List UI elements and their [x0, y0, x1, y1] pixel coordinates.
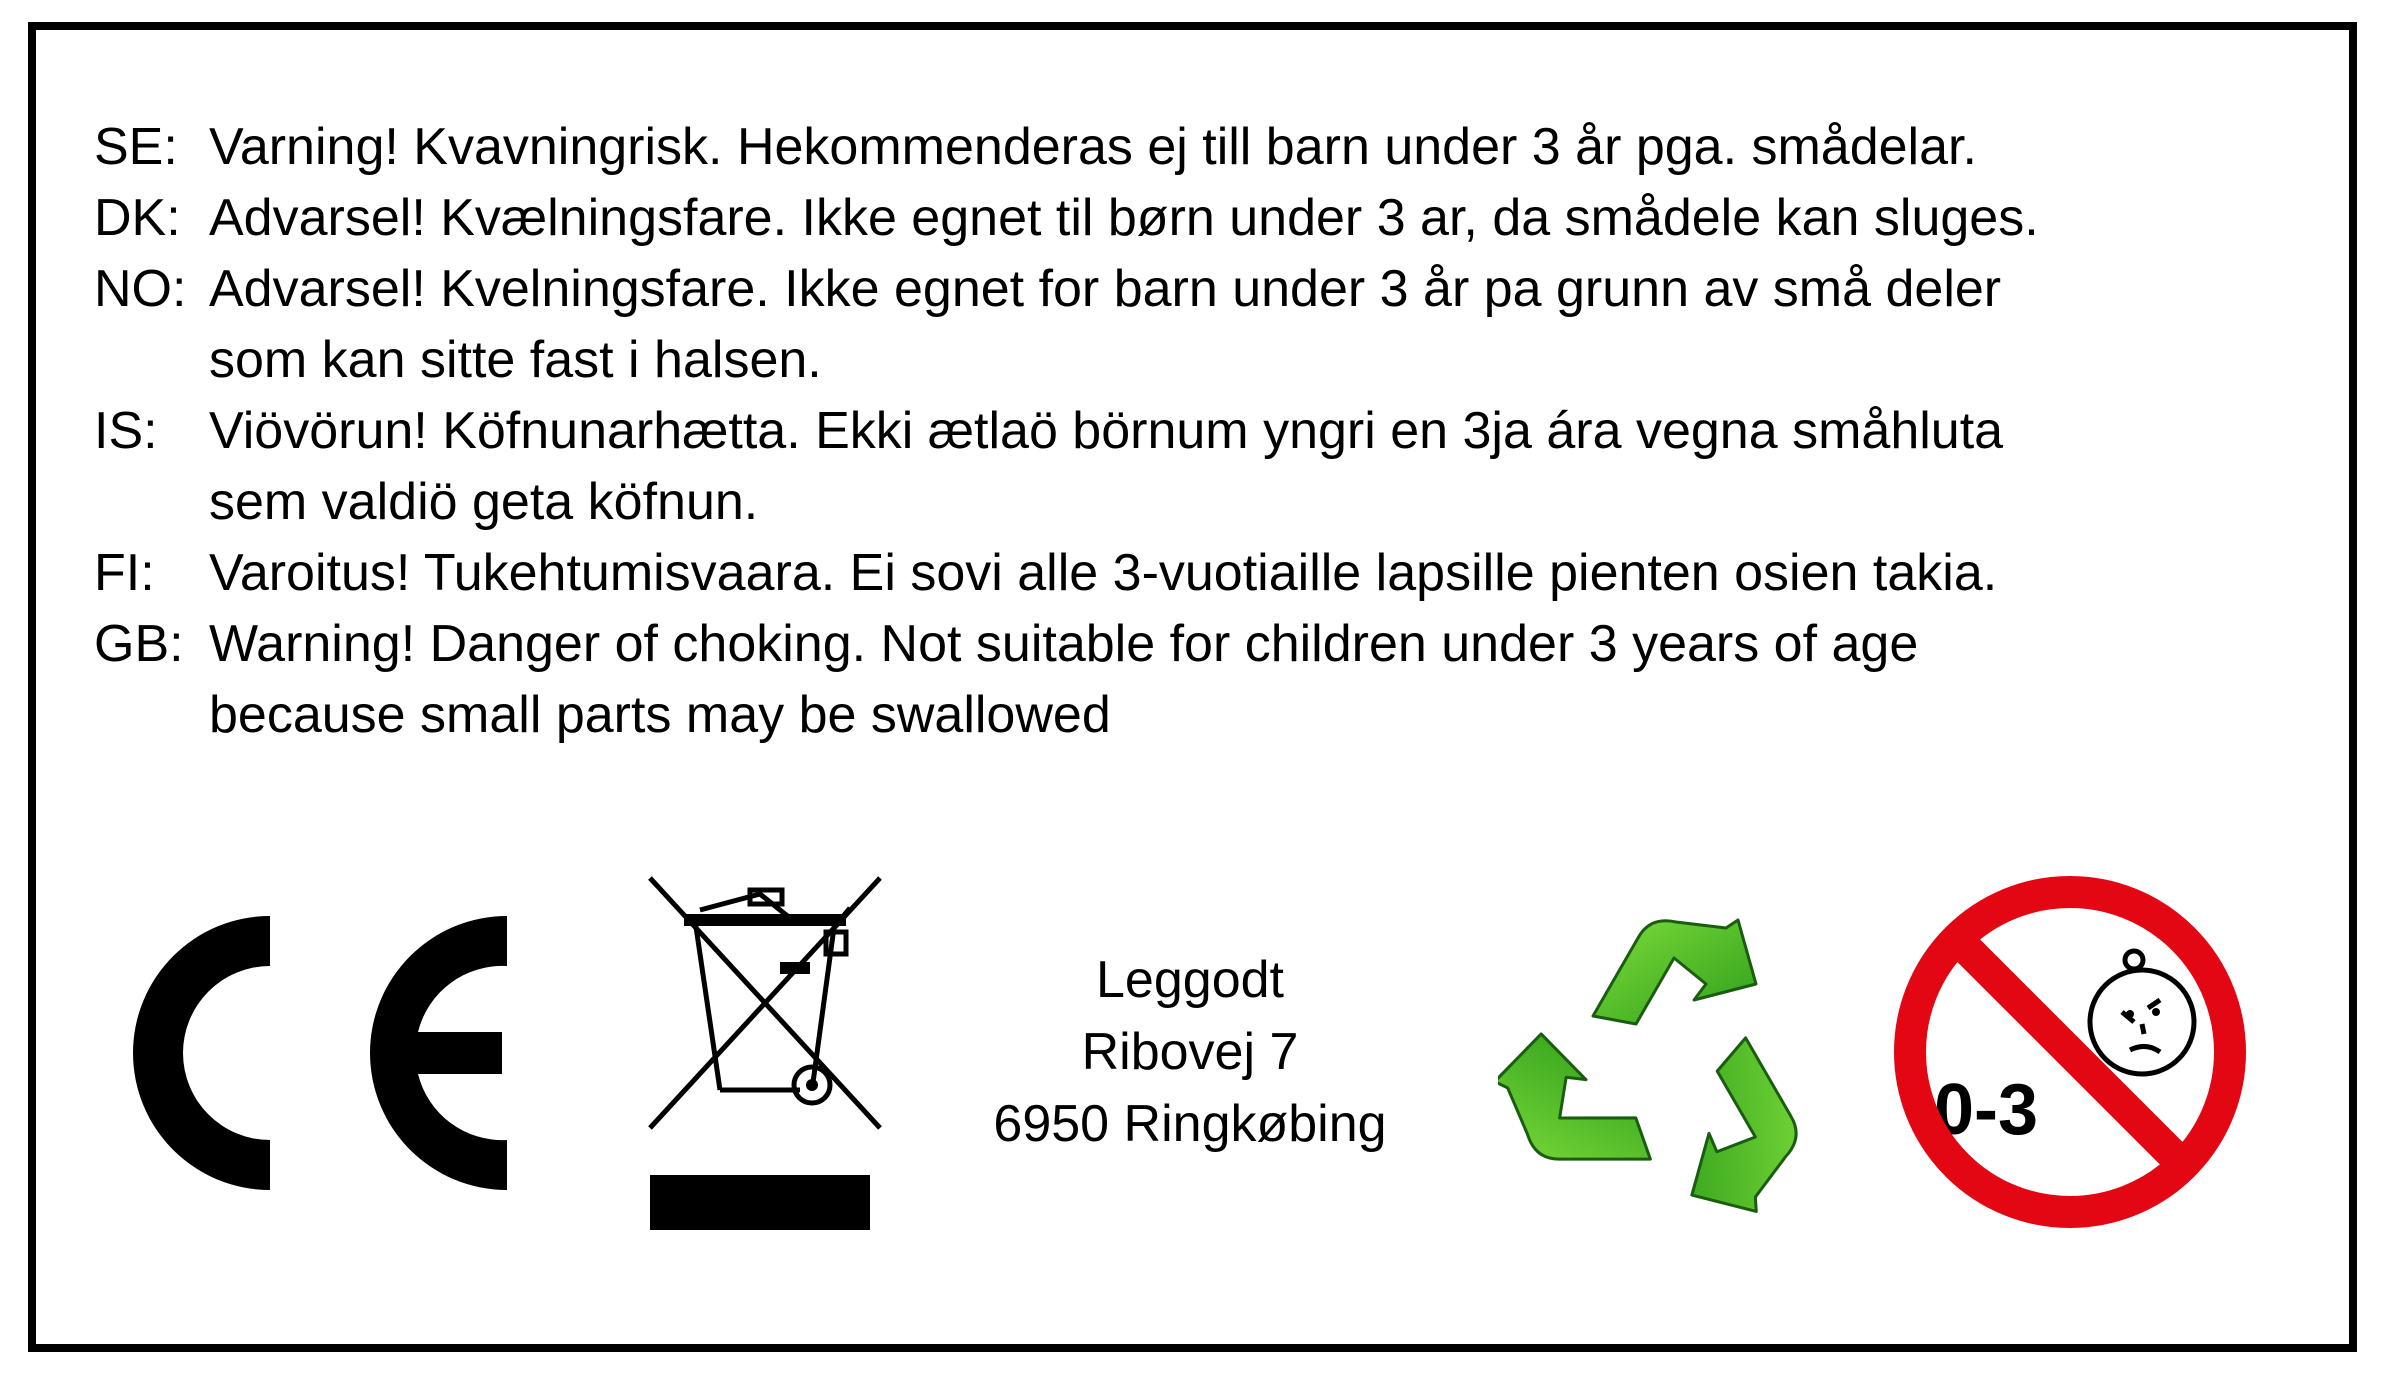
- language-code: SE:: [94, 118, 178, 176]
- crossed-out-wheelie-bin-icon: [640, 870, 890, 1230]
- not-for-under-3-icon: [1890, 872, 2250, 1232]
- warning-line-no-cont: som kan sitte fast i halsen.: [209, 331, 822, 389]
- warning-text: Varning! Kvavningrisk. Hekommenderas ej till barn under 3 år pga. smådelar.: [209, 118, 1977, 176]
- language-code: IS:: [94, 402, 158, 460]
- warning-line-se: [94, 112, 2334, 183]
- warning-line-dk: [94, 183, 2334, 254]
- warning-text: Advarsel! Kvælningsfare. Ikke egnet til børn under 3 ar, da smådele kan sluges.: [209, 189, 2039, 247]
- language-code: FI:: [94, 544, 155, 602]
- warning-text-block: [94, 112, 2334, 751]
- warning-text: Viövörun! Köfnunarhætta. Ekki ætlaö börnum yngri en 3ja ára vegna småhluta: [209, 402, 2004, 460]
- warning-line-gb-cont: because small parts may be swallowed: [209, 686, 1111, 744]
- language-code: GB:: [94, 615, 184, 673]
- company-name: Leggodt: [1096, 951, 1284, 1009]
- warning-text: Warning! Danger of choking. Not suitable for children under 3 years of age: [209, 615, 1919, 673]
- warning-line-no: [94, 254, 2334, 325]
- warning-line-is-cont: sem valdiö geta köfnun.: [209, 473, 759, 531]
- age-range-text: 0-3: [1934, 1070, 2039, 1150]
- ce-mark-icon: [112, 908, 512, 1198]
- manufacturer-address: [930, 944, 1450, 1160]
- city-postcode: 6950 Ringkøbing: [993, 1095, 1387, 1153]
- warning-line-fi: [94, 538, 2334, 609]
- language-code: DK:: [94, 189, 181, 247]
- warning-line-gb: [94, 609, 2334, 680]
- warning-line-is: [94, 396, 2334, 467]
- street-address: Ribovej 7: [1081, 1023, 1299, 1081]
- recycle-icon: [1498, 896, 1828, 1226]
- language-code: NO:: [94, 260, 187, 318]
- warning-text: Advarsel! Kvelningsfare. Ikke egnet for barn under 3 år pa grunn av små deler: [209, 260, 2002, 318]
- warning-text: Varoitus! Tukehtumisvaara. Ei sovi alle 3-vuotiaille lapsille pienten osien takia.: [209, 544, 1998, 602]
